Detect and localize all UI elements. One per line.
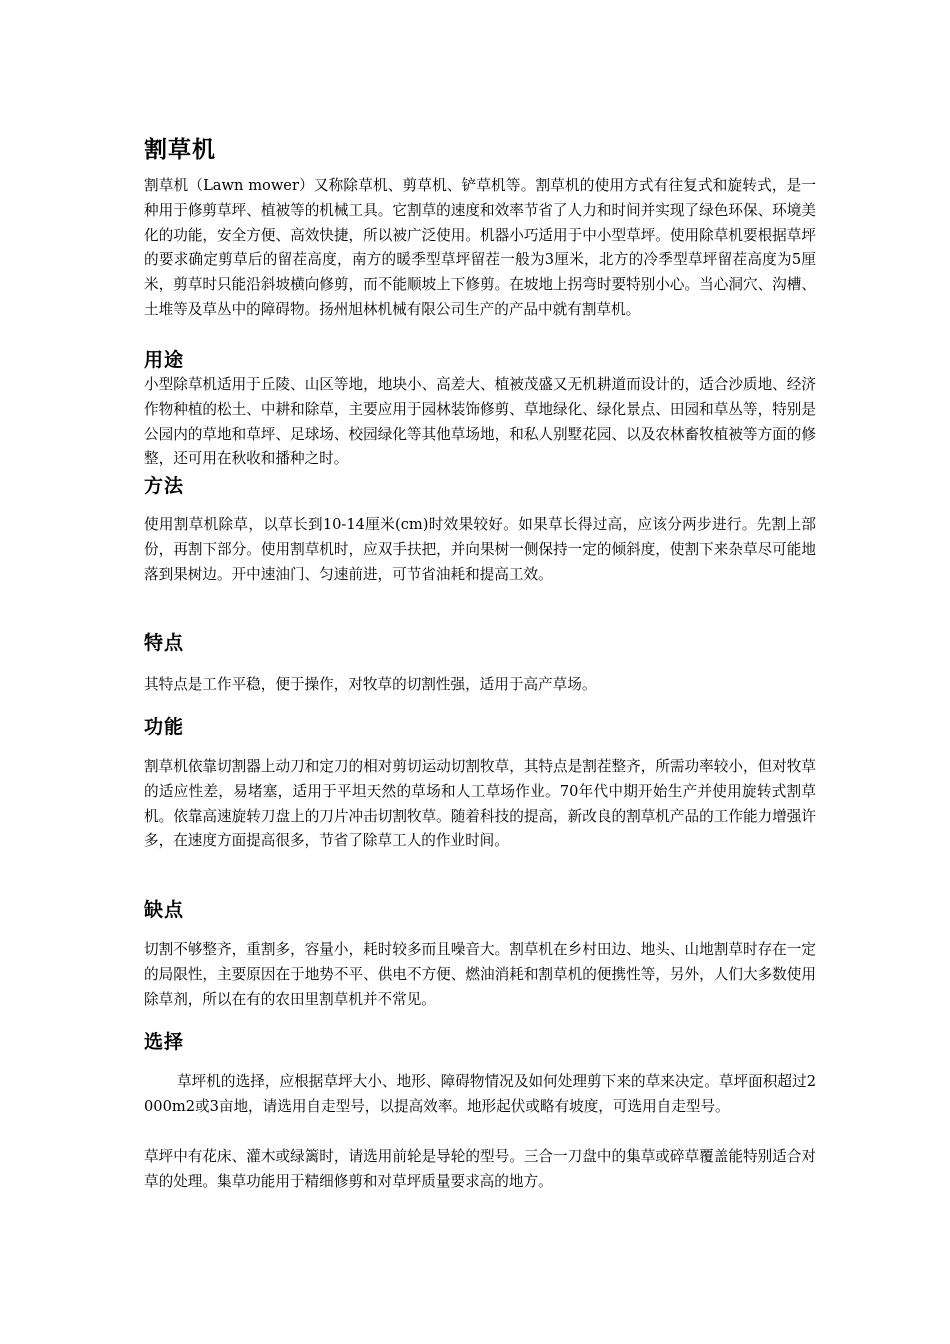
heading-drawbacks: 缺点 [144,899,185,921]
selection-paragraph-1: 草坪机的选择，应根据草坪大小、地形、障碍物情况及如何处理剪下来的草来决定。草坪面积超过2000m2或3亩地，请选用自走型号，以提高效率。地形起伏或略有坡度，可选用自走型号。 [144,1073,816,1115]
heading-features: 特点 [144,632,185,654]
features-paragraph: 其特点是工作平稳，便于操作，对牧草的切割性强，适用于高产草场。 [144,676,597,693]
intro-paragraph: 割草机（Lawn mower）又称除草机、剪草机、铲草机等。割草机的使用方式有往复式和旋转式，是一种用于修剪草坪、植被等的机械工具。它割草的速度和效率节省了人力和时间并实现了绿色环保、环境美化的功能，安全方便、高效快捷，所以被广泛使用。机器小巧适用于中小型草坪。使用除草机要根据草坪的要求确定剪草后的留茬高度，南方的暖季型草坪留茬一般为3厘米，北方的冷季型草坪留茬高度为5厘米，剪草时只能沿斜坡横向修剪，而不能顺坡上下修剪。在坡地上拐弯时要特别小心。当心洞穴、沟槽、土堆等及草丛中的障碍物。扬州旭林机械有限公司生产的产品中就有割草机。 [144,177,816,318]
function-paragraph: 割草机依靠切割器上动刀和定刀的相对剪切运动切割牧草，其特点是割茬整齐，所需功率较小，但对牧草的适应性差，易堵塞，适用于平坦天然的草场和人工草场作业。70年代中期开始生产并使用旋转式割草机。依靠高速旋转刀盘上的刀片冲击切割牧草。随着科技的提高，新改良的割草机产品的工作能力增强许多，在速度方面提高很多，节省了除草工人的作业时间。 [144,758,816,850]
heading-method: 方法 [144,475,185,497]
heading-usage: 用途 [144,349,185,371]
selection-paragraph-2: 草坪中有花床、灌木或绿篱时，请选用前轮是导轮的型号。三合一刀盘中的集草或碎草覆盖能特别适合对草的处理。集草功能用于精细修剪和对草坪质量要求高的地方。 [144,1148,816,1190]
usage-paragraph: 小型除草机适用于丘陵、山区等地，地块小、高差大、植被茂盛又无机耕道而设计的，适合沙质地、经济作物种植的松土、中耕和除草，主要应用于园林装饰修剪、草地绿化、绿化景点、田园和草丛等，特别是公园内的草地和草坪、足球场、校园绿化等其他草场地，和私人别墅花园、以及农林畜牧植被等方面的修整，还可用在秋收和播种之时。 [144,376,816,468]
method-paragraph: 使用割草机除草，以草长到10-14厘米(cm)时效果较好。如果草长得过高，应该分两步进行。先割上部份，再割下部分。使用割草机时，应双手扶把，并向果树一侧保持一定的倾斜度，使割下来杂草尽可能地落到果树边。开中速油门、匀速前进，可节省油耗和提高工效。 [144,516,816,583]
heading-function: 功能 [144,716,185,738]
page-title: 割草机 [144,137,216,163]
heading-selection: 选择 [144,1031,185,1053]
drawbacks-paragraph: 切割不够整齐，重割多，容量小，耗时较多而且噪音大。割草机在乡村田边、地头、山地割草时存在一定的局限性，主要原因在于地势不平、供电不方便、燃油消耗和割草机的便携性等，另外，人们大多数使用除草剂，所以在有的农田里割草机并不常见。 [144,941,816,1008]
